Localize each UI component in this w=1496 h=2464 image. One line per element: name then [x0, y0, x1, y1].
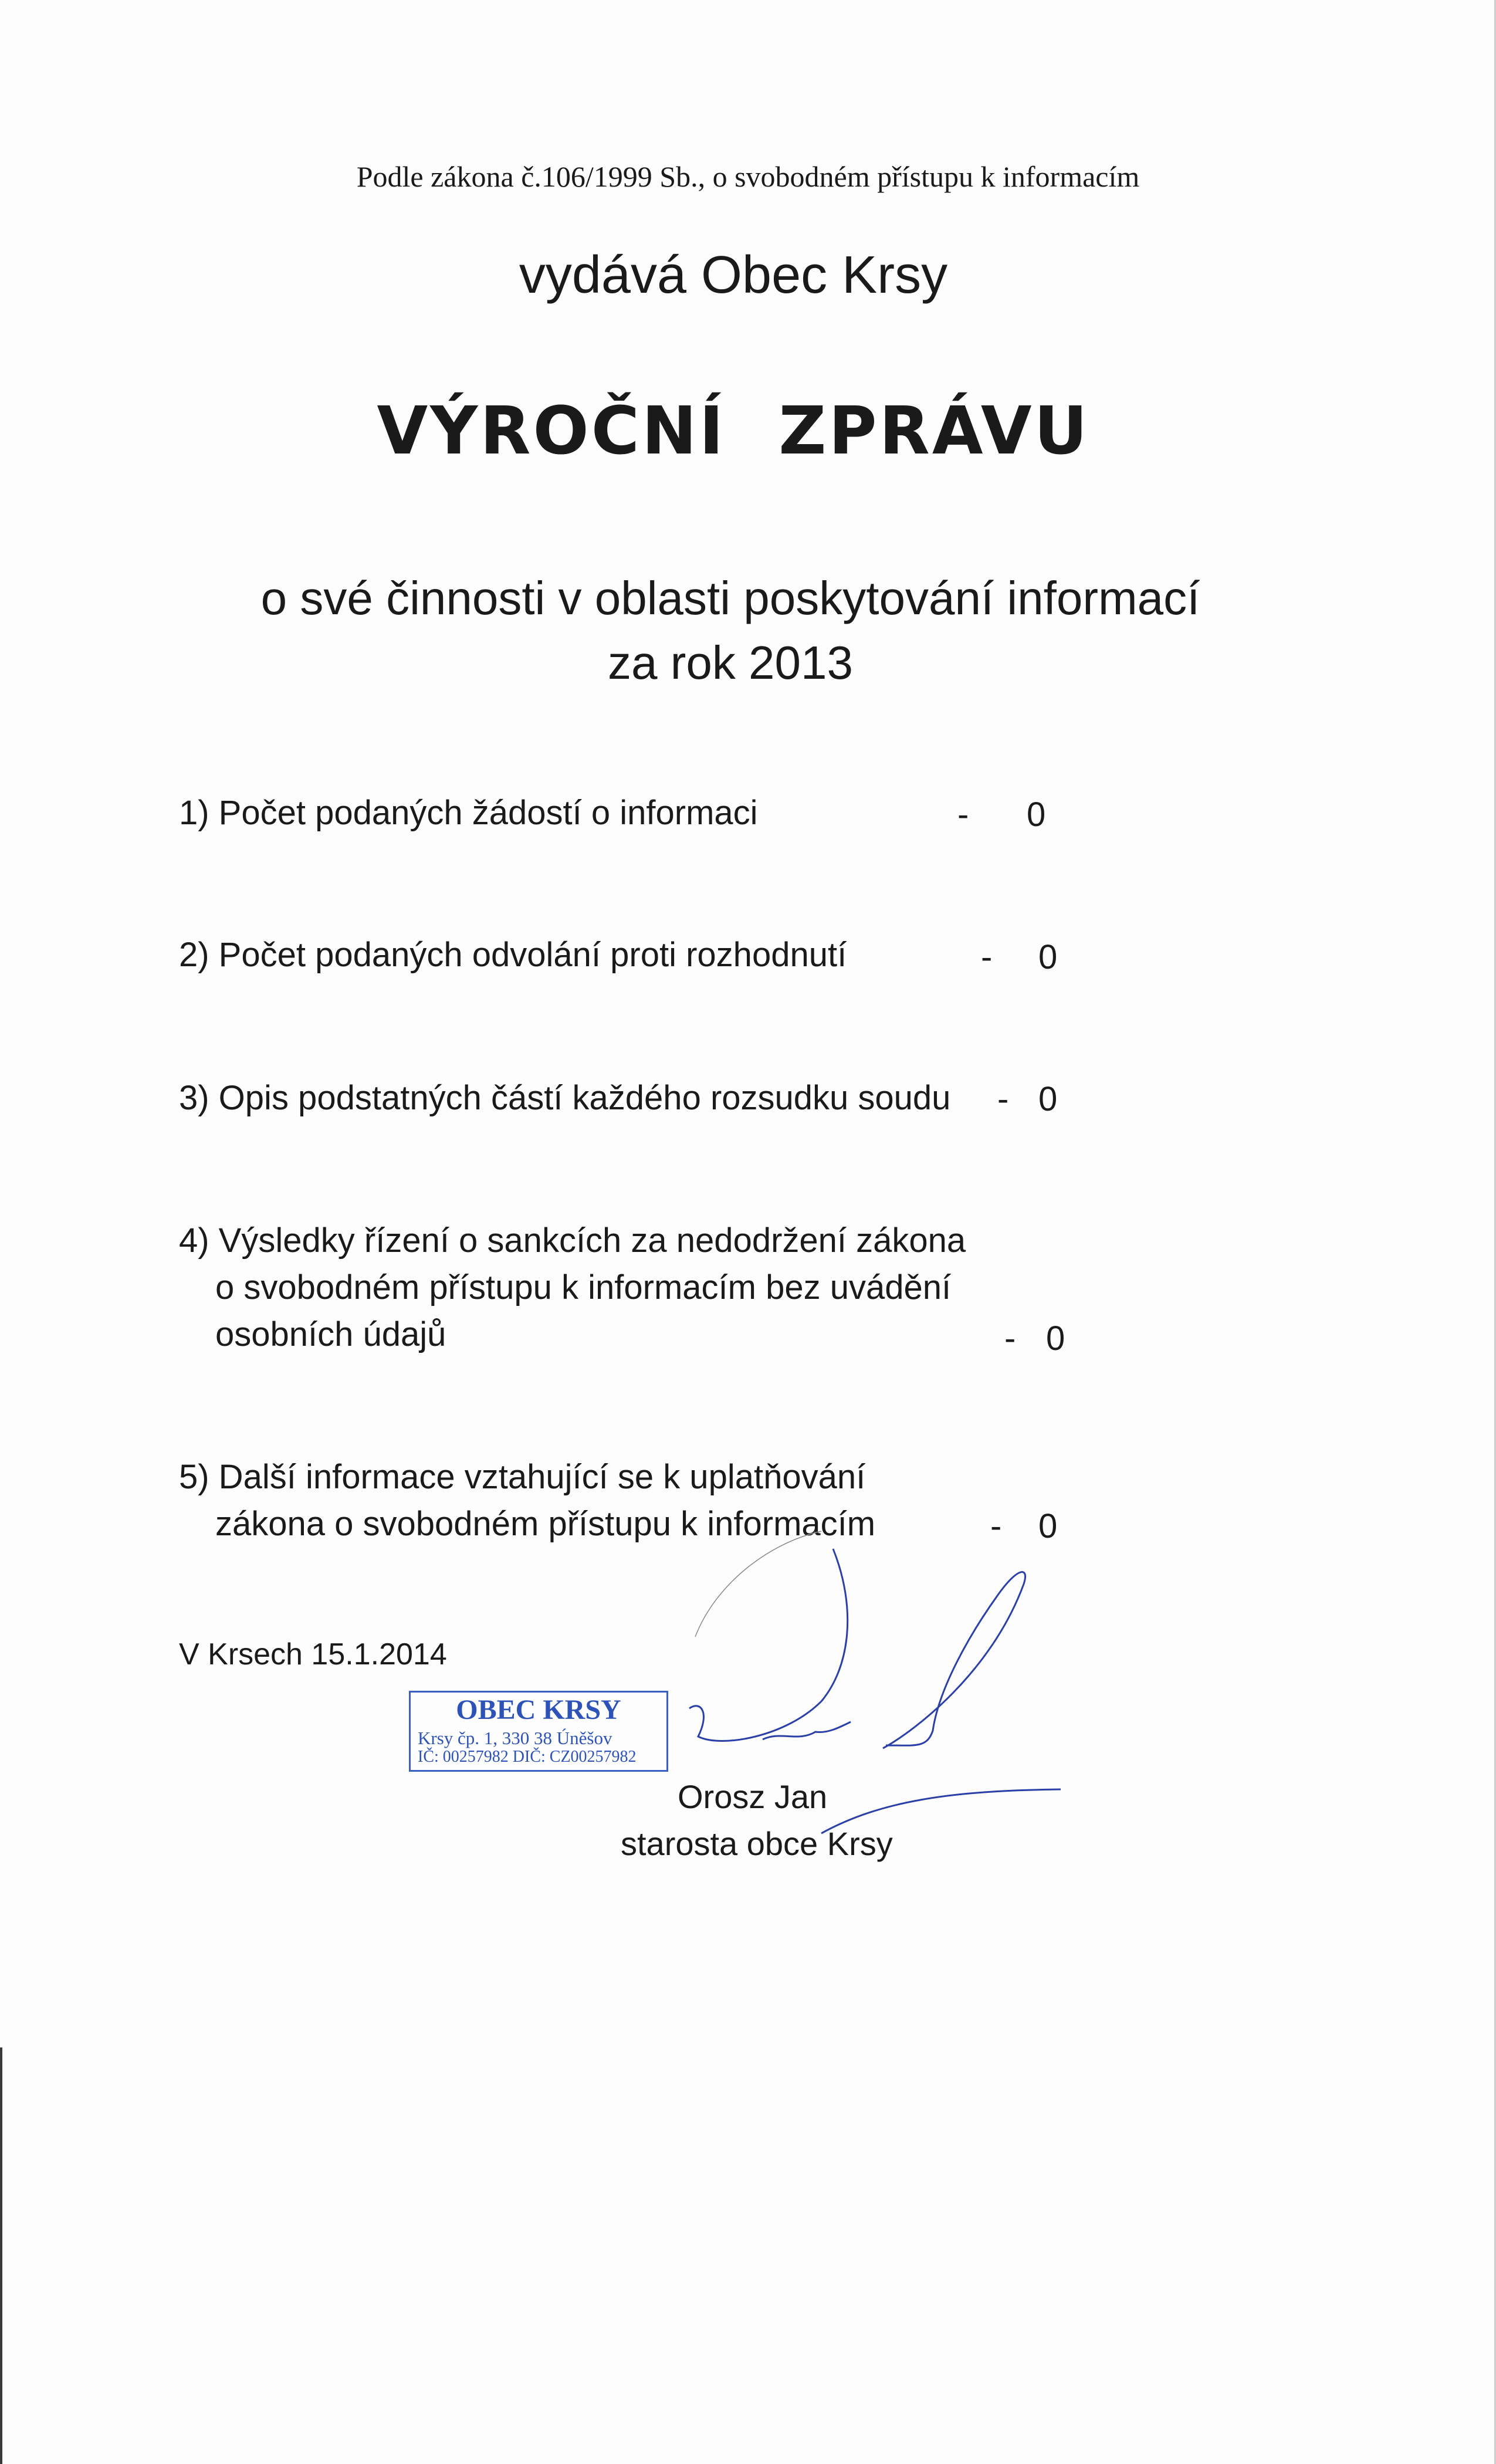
report-item-1 [179, 790, 758, 837]
stamp-ids: IČ: 00257982 DIČ: CZ00257982 [418, 1748, 637, 1766]
item-4-line-3: osobních údajů [215, 1315, 446, 1353]
signer-name: Orosz Jan [678, 1778, 828, 1815]
title-word-1: VÝROČNÍ [377, 393, 726, 469]
item-1-dash: - [957, 796, 969, 834]
subtitle-line-2: za rok 2013 [607, 637, 854, 689]
signer-role: starosta obce Krsy [621, 1825, 893, 1862]
scan-edge-left [0, 2047, 2, 2464]
item-2-value: 0 [1038, 938, 1058, 976]
item-2-line-1: 2) Počet podaných odvolání proti rozhodnutí [179, 936, 847, 974]
stamp-title: OBEC KRSY [456, 1694, 621, 1725]
law-reference: Podle zákona č.106/1999 Sb., o svobodném přístupu k informacím [356, 160, 1140, 193]
issuer-line: vydává Obec Krsy [519, 246, 948, 304]
item-1-line-1: 1) Počet podaných žádostí o informaci [179, 794, 758, 832]
subtitle-line-1: o své činnosti v oblasti poskytování informací [260, 572, 1200, 624]
report-item-4 [179, 1217, 966, 1358]
signature-stroke-2 [763, 1722, 851, 1739]
item-3-value: 0 [1038, 1080, 1058, 1118]
item-2-dash: - [981, 938, 993, 976]
signature-stroke-1 [689, 1549, 848, 1741]
document-title [0, 393, 1467, 469]
item-5-line-2: zákona o svobodném přístupu k informacím [215, 1505, 876, 1543]
item-5-line-1: 5) Další informace vztahující se k uplatňování [179, 1458, 866, 1496]
item-4-dash: - [1004, 1319, 1016, 1358]
item-1-value: 0 [1027, 796, 1046, 834]
municipal-stamp [409, 1691, 668, 1772]
report-item-3 [179, 1075, 950, 1122]
signature-stroke-3 [883, 1572, 1025, 1748]
title-word-2: ZPRÁVU [779, 393, 1090, 469]
stamp-address: Krsy čp. 1, 330 38 Úněšov [418, 1728, 612, 1748]
item-5-dash: - [990, 1507, 1002, 1545]
item-3-line-1: 3) Opis podstatných částí každého rozsudku soudu [179, 1079, 951, 1117]
place-date: V Krsech 15.1.2014 [179, 1637, 447, 1671]
item-4-line-2: o svobodném přístupu k informacím bez uvádění [215, 1268, 952, 1307]
item-3-dash: - [997, 1080, 1009, 1118]
report-item-2 [179, 932, 847, 979]
item-5-value: 0 [1038, 1507, 1058, 1545]
item-4-line-1: 4) Výsledky řízení o sankcích za nedodržení zákona [179, 1221, 966, 1260]
document-subtitle [0, 566, 1461, 695]
item-4-value: 0 [1046, 1319, 1065, 1358]
report-item-5 [179, 1454, 875, 1548]
